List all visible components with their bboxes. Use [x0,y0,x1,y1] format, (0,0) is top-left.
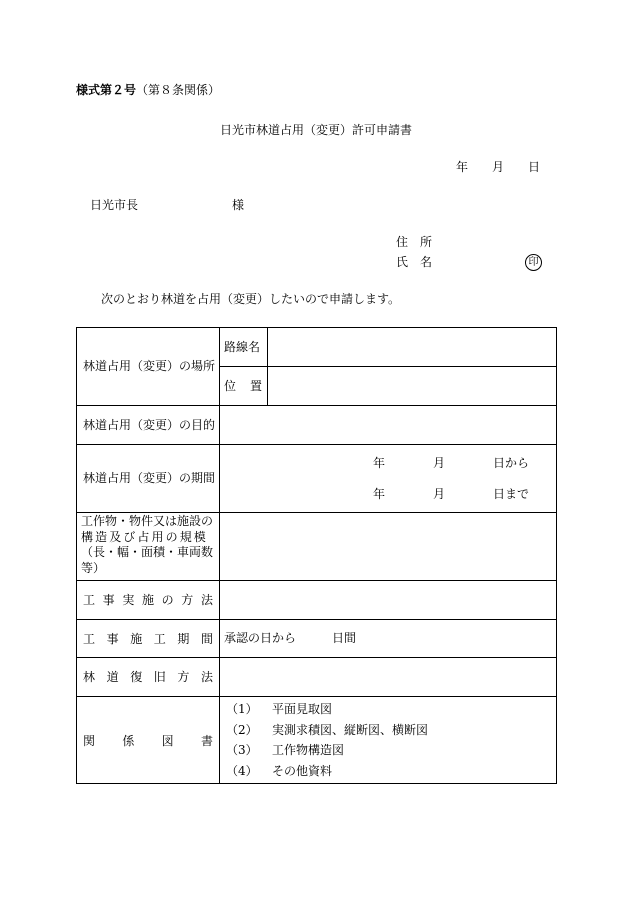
restoration-label: 林 道 復 旧 方 法 [83,670,213,684]
drawing-item-text: 工作物構造図 [272,743,345,757]
address-label [396,236,432,248]
period-to-suffix: 日まで [493,487,530,501]
name-label [396,256,432,268]
drawing-item-num: （4） [226,764,258,778]
page-title: 日光市林道占用（変更）許可申請書 [220,123,413,137]
addressee-honorific: 様 [232,198,245,212]
restoration-field[interactable] [221,659,555,695]
construction-period-days: 日間 [332,631,357,645]
route-name-label: 路線名 [224,340,261,354]
drawing-item-num: （3） [226,743,258,757]
period-to-year: 年 [373,487,386,501]
addressee-name: 日光市長 [90,198,139,212]
purpose-field[interactable] [221,407,555,443]
structure-label: 工作物・物件又は施設の 構造及び占用の規模 （長・幅・面積・車両数 等） [81,514,214,575]
construction-period-from: 承認の日から [224,631,297,645]
position-field[interactable] [269,368,555,404]
period-from-month: 月 [433,456,446,470]
position-label: 位 置 [224,379,262,393]
drawings-label: 関 係 図 書 [83,734,213,748]
date-month-label: 月 [492,160,505,174]
purpose-label: 林道占用（変更）の目的 [83,418,216,432]
construction-method-field[interactable] [221,582,555,618]
seal-mark: 印 [525,254,542,271]
date-day-label: 日 [528,160,541,174]
drawing-item-num: （1） [226,702,258,716]
route-name-field[interactable] [269,329,555,365]
name-label-char-2: 名 [420,255,433,269]
form-number-main: 様式第２号 [76,83,137,97]
structure-field[interactable] [221,514,555,579]
place-label: 林道占用（変更）の場所 [83,359,216,373]
name-label-char-1: 氏 [396,255,409,269]
period-to-month: 月 [433,487,446,501]
drawing-item-text: その他資料 [272,764,333,778]
address-label-char-2: 所 [420,235,433,249]
address-label-char-1: 住 [396,235,409,249]
drawing-item-num: （2） [226,723,258,737]
form-number [76,84,220,96]
period-from-suffix: 日から [493,456,530,470]
construction-period-label: 工 事 施 工 期 間 [83,632,213,646]
form-number-article: （第８条関係） [136,83,221,97]
date-year-label: 年 [456,160,469,174]
period-label: 林道占用（変更）の期間 [83,471,216,485]
intro-text: 次のとおり林道を占用（変更）したいので申請します。 [101,292,401,306]
period-from-year: 年 [373,456,386,470]
construction-method-label: 工 事 実 施 の 方 法 [83,593,213,607]
drawing-item-text: 実測求積図、縦断図、横断図 [272,723,429,737]
drawing-item-text: 平面見取図 [272,702,333,716]
